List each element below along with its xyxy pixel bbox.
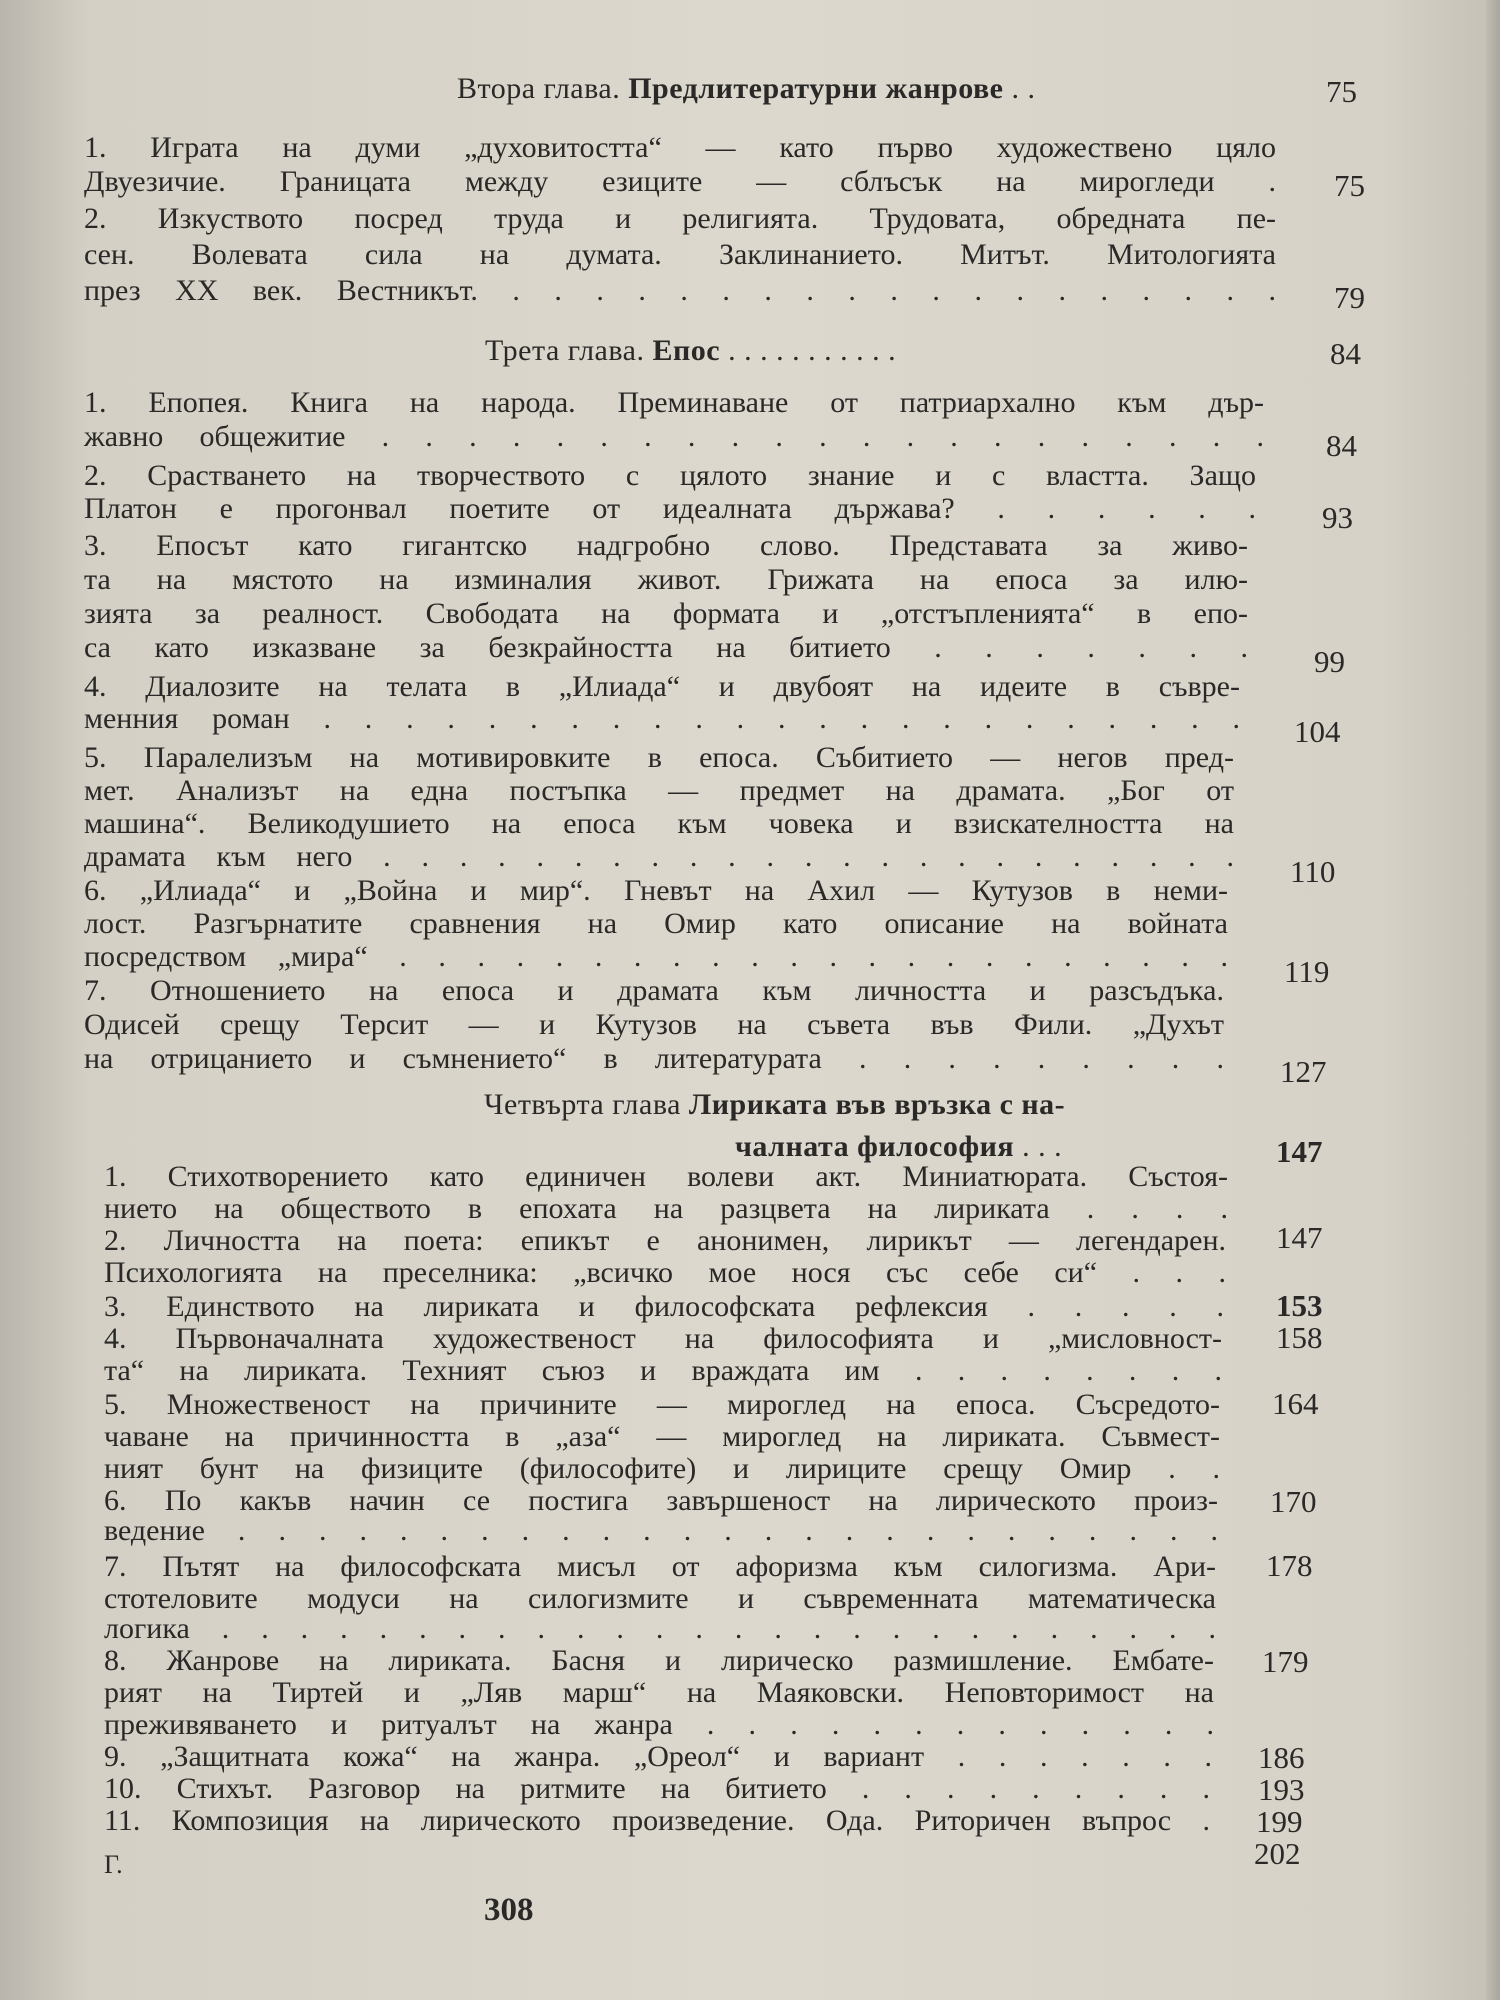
chapter-heading (457, 72, 1035, 106)
chapter-heading-continuation (735, 1130, 1062, 1164)
toc-line: сен. Волевата сила на думата. Заклинанието. Митът. Митологията (84, 238, 1276, 271)
toc-line: жавно общежитие . . . . . . . . . . . . . . . . . . . . . (84, 420, 1264, 453)
entry-page-number: 147 (1276, 1220, 1323, 1255)
leader-dots: . . . . . . . . . . . (728, 334, 897, 367)
entry-page-number: 99 (1314, 644, 1345, 679)
toc-line: преживяването и ритуалът на жанра . . . . . . . . . . . . . (104, 1708, 1214, 1741)
chapter-heading (484, 1088, 1065, 1122)
toc-line: Платон е прогонвал поетите от идеалната държава? . . . . . . (84, 492, 1256, 525)
toc-line: 7. Пътят на философската мисъл от афоризма към силогизма. Ари- (104, 1550, 1216, 1583)
toc-line: 8. Жанрове на лириката. Басня и лирическо размишление. Ембате- (104, 1644, 1214, 1677)
toc-line: стотеловите модуси на силогизмите и съвременната математическа (104, 1582, 1216, 1615)
margin-mark: Г. (104, 1850, 123, 1879)
chapter-title: Лириката във връзка с на- (688, 1088, 1066, 1121)
chapter-title-continued: чалната философия (735, 1130, 1015, 1163)
entry-page-number: 153 (1276, 1288, 1323, 1323)
toc-line: Психологията на преселника: „всичко мое нося със себе си“ . . . (104, 1256, 1226, 1289)
toc-line: 10. Стихът. Разговор на ритмите на битието . . . . . . . . . (104, 1772, 1210, 1805)
toc-line: посредством „мира“ . . . . . . . . . . . . . . . . . . . . . . (84, 940, 1228, 973)
chapter-prefix: Трета глава. (485, 334, 645, 367)
entry-page-number: 93 (1322, 500, 1353, 535)
chapter-title: Епос (652, 334, 721, 367)
chapter-page-number: 84 (1330, 336, 1361, 371)
toc-line: 7. Отношението на епоса и драмата към личността и разсъдъка. (84, 974, 1224, 1007)
toc-line: 11. Композиция на лирическото произведение. Ода. Риторичен въпрос . (104, 1804, 1210, 1837)
toc-line: 1. Епопея. Книга на народа. Преминаване от патриархално към дър- (84, 386, 1264, 419)
entry-page-number: 199 (1256, 1804, 1303, 1839)
toc-line: лост. Разгърнатите сравнения на Омир като описание на войната (84, 907, 1228, 940)
toc-line: чаване на причинността в „аза“ — мироглед на лириката. Съвмест- (104, 1420, 1220, 1453)
toc-line: Одисей срещу Терсит — и Кутузов на съвета във Фили. „Духът (84, 1008, 1224, 1041)
leader-dots: . . . (1022, 1130, 1063, 1163)
toc-line: 2. Личността на поета: епикът е анонимен, лирикът — легендарен. (104, 1224, 1226, 1257)
toc-line: та на мястото на изминалия живот. Грижата на епоса за илю- (84, 563, 1248, 596)
entry-page-number: 158 (1276, 1320, 1323, 1355)
entry-page-number: 110 (1290, 854, 1336, 889)
toc-line: 4. Първоначалната художественост на философията и „мисловност- (104, 1322, 1222, 1355)
entry-page-number: 202 (1254, 1836, 1301, 1871)
toc-line: логика . . . . . . . . . . . . . . . . . . . . . . . . . . (104, 1612, 1216, 1645)
toc-line: ведение . . . . . . . . . . . . . . . . . . . . . . . . . (104, 1514, 1218, 1547)
toc-line: 1. Играта на думи „духовитостта“ — като първо художествено цяло (84, 131, 1276, 164)
toc-line: 6. „Илиада“ и „Война и мир“. Гневът на Ахил — Кутузов в неми- (84, 874, 1228, 907)
toc-line: са като изказване за безкрайността на битието . . . . . . . (84, 631, 1248, 664)
entry-page-number: 186 (1258, 1740, 1305, 1775)
toc-line: през XX век. Вестникът. . . . . . . . . . . . . . . . . . . . (84, 274, 1276, 307)
toc-line: 5. Множественост на причините — мироглед на епоса. Съсредото- (104, 1388, 1220, 1421)
chapter-title: Предлитературни жанрове (628, 72, 1004, 105)
entry-page-number: 75 (1334, 168, 1365, 203)
toc-line: 1. Стихотворението като единичен волеви акт. Миниатюрата. Състоя- (104, 1160, 1228, 1193)
toc-line: драмата към него . . . . . . . . . . . . . . . . . . . . . . . (84, 840, 1234, 873)
page-number: 308 (484, 1892, 534, 1928)
entry-page-number: 84 (1326, 428, 1357, 463)
toc-line: машина“. Великодушието на епоса към човека и взискателността на (84, 807, 1234, 840)
entry-page-number: 193 (1258, 1772, 1305, 1807)
entry-page-number: 179 (1262, 1644, 1309, 1679)
entry-page-number: 119 (1284, 954, 1330, 989)
toc-line: менния роман . . . . . . . . . . . . . . . . . . . . . . . (84, 702, 1240, 735)
toc-line: мет. Анализът на една постъпка — предмет на драмата. „Бог от (84, 774, 1234, 807)
entry-page-number: 170 (1270, 1484, 1317, 1519)
entry-page-number: 104 (1294, 714, 1341, 749)
toc-line: та“ на лириката. Техният съюз и враждата им . . . . . . . . (104, 1354, 1222, 1387)
toc-line: нието на обществото в епохата на разцвета на лириката . . . . (104, 1192, 1228, 1225)
leader-dots: . . (1011, 72, 1036, 105)
chapter-prefix: Четвърта глава (484, 1088, 681, 1121)
toc-line: 6. По какъв начин се постига завършеност на лирическото произ- (104, 1484, 1218, 1517)
page-edge (1486, 0, 1500, 2000)
toc-line: 9. „Защитната кожа“ на жанра. „Ореол“ и вариант . . . . . . . (104, 1740, 1212, 1773)
entry-page-number: 164 (1272, 1386, 1319, 1421)
toc-line: на отрицанието и съмнението“ в литературата . . . . . . . . . (84, 1042, 1224, 1075)
toc-line: 4. Диалозите на телата в „Илиада“ и двубоят на идеите в съвре- (84, 670, 1240, 703)
toc-line: зията за реалност. Свободата на формата и „отстъпленията“ в епо- (84, 597, 1248, 630)
chapter-page-number: 75 (1326, 74, 1357, 109)
chapter-page-number: 147 (1276, 1134, 1323, 1169)
entry-page-number: 79 (1334, 280, 1365, 315)
toc-line: 3. Единството на лириката и философската рефлексия . . . . . (104, 1290, 1224, 1323)
toc-line: 2. Изкуството посред труда и религията. Трудовата, обредната пе- (84, 202, 1276, 235)
toc-line: Двуезичие. Границата между езиците — сблъсък на мирогледи . (84, 165, 1276, 198)
toc-line: 3. Епосът като гигантско надгробно слово. Представата за живо- (84, 529, 1248, 562)
entry-page-number: 127 (1280, 1054, 1327, 1089)
toc-line: рият на Тиртей и „Ляв марш“ на Маяковски. Неповторимост на (104, 1676, 1214, 1709)
chapter-heading (485, 334, 896, 368)
toc-line: ният бунт на физиците (философите) и лириците срещу Омир . . (104, 1452, 1220, 1485)
toc-line: 2. Срастването на творчеството с цялото знание и с властта. Защо (84, 459, 1256, 492)
toc-line: 5. Паралелизъм на мотивировките в епоса. Събитието — негов пред- (84, 741, 1234, 774)
chapter-prefix: Втора глава. (457, 72, 621, 105)
entry-page-number: 178 (1266, 1548, 1313, 1583)
